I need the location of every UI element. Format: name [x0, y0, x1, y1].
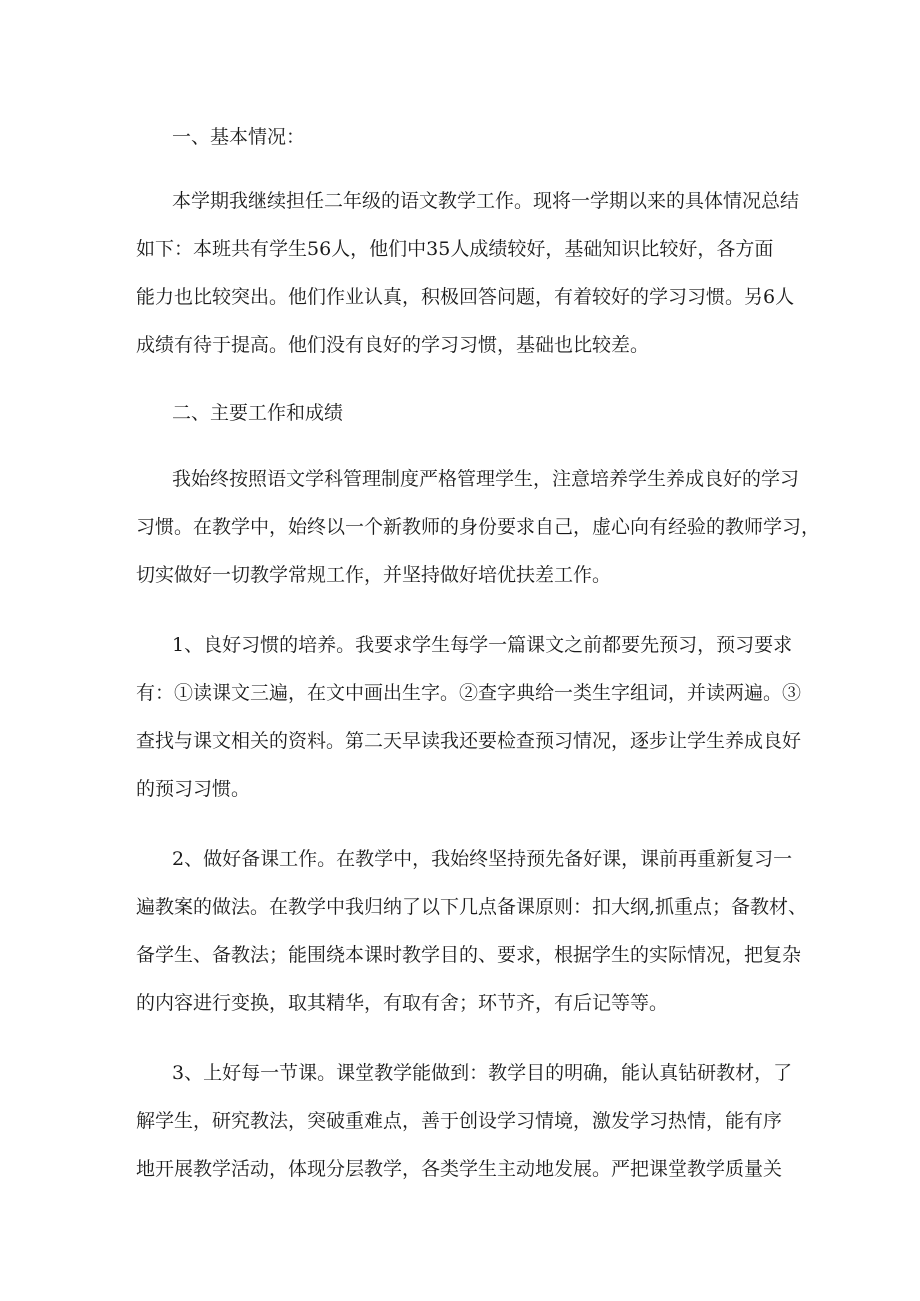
paragraph-line: 如下：本班共有学生56人，他们中35人成绩较好，基础知识比较好，各方面	[136, 238, 774, 260]
paragraph-line: 有：①读课文三遍，在文中画出生字。②查字典给一类生字组词，并读两遍。③	[136, 682, 802, 704]
paragraph-line: 的内容进行变换，取其精华，有取有舍；环节齐，有后记等等。	[136, 992, 669, 1014]
paragraph-line: 2、做好备课工作。在教学中，我始终坚持预先备好课，课前再重新复习一	[172, 848, 793, 870]
section-heading-main-work: 二、主要工作和成绩	[172, 402, 344, 424]
paragraph-line: 地开展教学活动，体现分层教学，各类学生主动地发展。严把课堂教学质量关	[136, 1158, 783, 1180]
paragraph-line: 解学生，研究教法，突破重难点，善于创设学习情境，激发学习热情，能有序	[136, 1110, 783, 1132]
paragraph-line: 能力也比较突出。他们作业认真，积极回答问题，有着较好的学习习惯。另6人	[136, 286, 795, 308]
paragraph-line: 查找与课文相关的资料。第二天早读我还要检查预习情况，逐步让学生养成良好	[136, 730, 802, 752]
paragraph-line: 遍教案的做法。在教学中我归纳了以下几点备课原则：扣大纲,抓重点；备教材、	[136, 896, 808, 918]
section-heading-basic-situation: 一、基本情况：	[172, 126, 306, 148]
paragraph-line: 切实做好一切教学常规工作，并坚持做好培优扶差工作。	[136, 564, 612, 586]
paragraph-line: 备学生、备教法；能围绕本课时教学目的、要求，根据学生的实际情况，把复杂	[136, 944, 802, 966]
paragraph-line: 习惯。在教学中，始终以一个新教师的身份要求自己，虚心向有经验的教师学习，	[136, 516, 821, 538]
paragraph-line: 成绩有待于提高。他们没有良好的学习习惯，基础也比较差。	[136, 334, 650, 356]
paragraph-line: 我始终按照语文学科管理制度严格管理学生，注意培养学生养成良好的学习	[172, 468, 800, 490]
paragraph-line: 的预习习惯。	[136, 778, 251, 800]
paragraph-line: 本学期我继续担任二年级的语文教学工作。现将一学期以来的具体情况总结	[172, 190, 800, 212]
paragraph-line: 1、良好习惯的培养。我要求学生每学一篇课文之前都要先预习，预习要求	[172, 634, 793, 656]
paragraph-line: 3、上好每一节课。课堂教学能做到：教学目的明确，能认真钻研教材，了	[172, 1062, 793, 1084]
